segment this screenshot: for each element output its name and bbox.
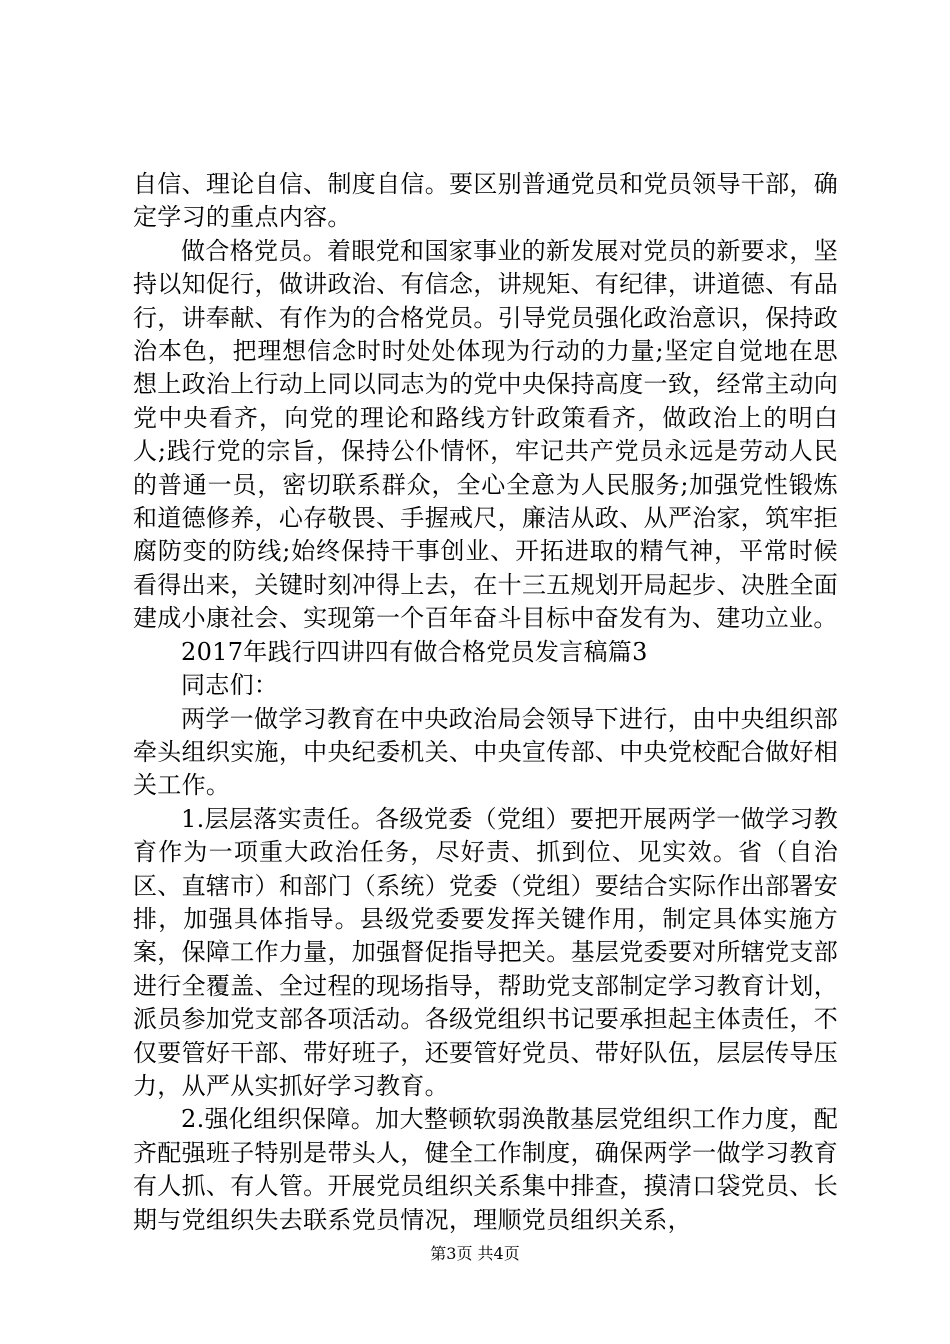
paragraph-5: 2.强化组织保障。加大整顿软弱涣散基层党组织工作力度，配齐配强班子特别是带头人，健全工作制度，确保两学一做学习教育有人抓、有人管。开展党员组织关系集中排查，摸清口袋党员、长期与党组织失去联系党员情况，理顺党员组织关系， [133, 1105, 838, 1234]
paragraph-1: 自信、理论自信、制度自信。要区别普通党员和党员领导干部，确定学习的重点内容。 [133, 170, 838, 232]
paragraph-4: 1.层层落实责任。各级党委（党组）要把开展两学一做学习教育作为一项重大政治任务，尽好责、抓到位、见实效。省（自治区、直辖市）和部门（系统）党委（党组）要结合实际作出部署安排，加强具体指导。县级党委要发挥关键作用，制定具体实施方案，保障工作力量，加强督促指导把关。基层党委要对所辖党支部进行全覆盖、全过程的现场指导，帮助党支部制定学习教育计划，派员参加党支部各项活动。各级党组织书记要承担起主体责任，不仅要管好干部、带好班子，还要管好党员、带好队伍，层层传导压力，从严从实抓好学习教育。 [133, 804, 838, 1100]
salutation: 同志们： [181, 671, 279, 700]
paragraph-3: 两学一做学习教育在中央政治局会领导下进行，由中央组织部牵头组织实施，中央纪委机关、中央宣传部、中央党校配合做好相关工作。 [133, 704, 838, 800]
document-content [133, 168, 838, 1237]
paragraph-2: 做合格党员。着眼党和国家事业的新发展对党员的新要求，坚持以知促行，做讲政治、有信念，讲规矩、有纪律，讲道德、有品行，讲奉献、有作为的合格党员。引导党员强化政治意识，保持政治本色，把理想信念时时处处体现为行动的力量;坚定自觉地在思想上政治上行动上同以同志为的党中央保持高度一致，经常主动向党中央看齐，向党的理论和路线方针政策看齐，做政治上的明白人;践行党的宗旨，保持公仆情怀，牢记共产党员永远是劳动人民的普通一员，密切联系群众，全心全意为人民服务;加强党性锻炼和道德修养，心存敬畏、手握戒尺，廉洁从政、从严治家，筑牢拒腐防变的防线;始终保持干事创业、开拓进取的精气神，平常时候看得出来，关键时刻冲得上去，在十三五规划开局起步、决胜全面建成小康社会、实现第一个百年奋斗目标中奋发有为、建功立业。 [133, 236, 838, 633]
section-heading: 2017年践行四讲四有做合格党员发言稿篇3 [181, 637, 648, 666]
page-number-footer: 第3页 共4页 [430, 1244, 520, 1263]
